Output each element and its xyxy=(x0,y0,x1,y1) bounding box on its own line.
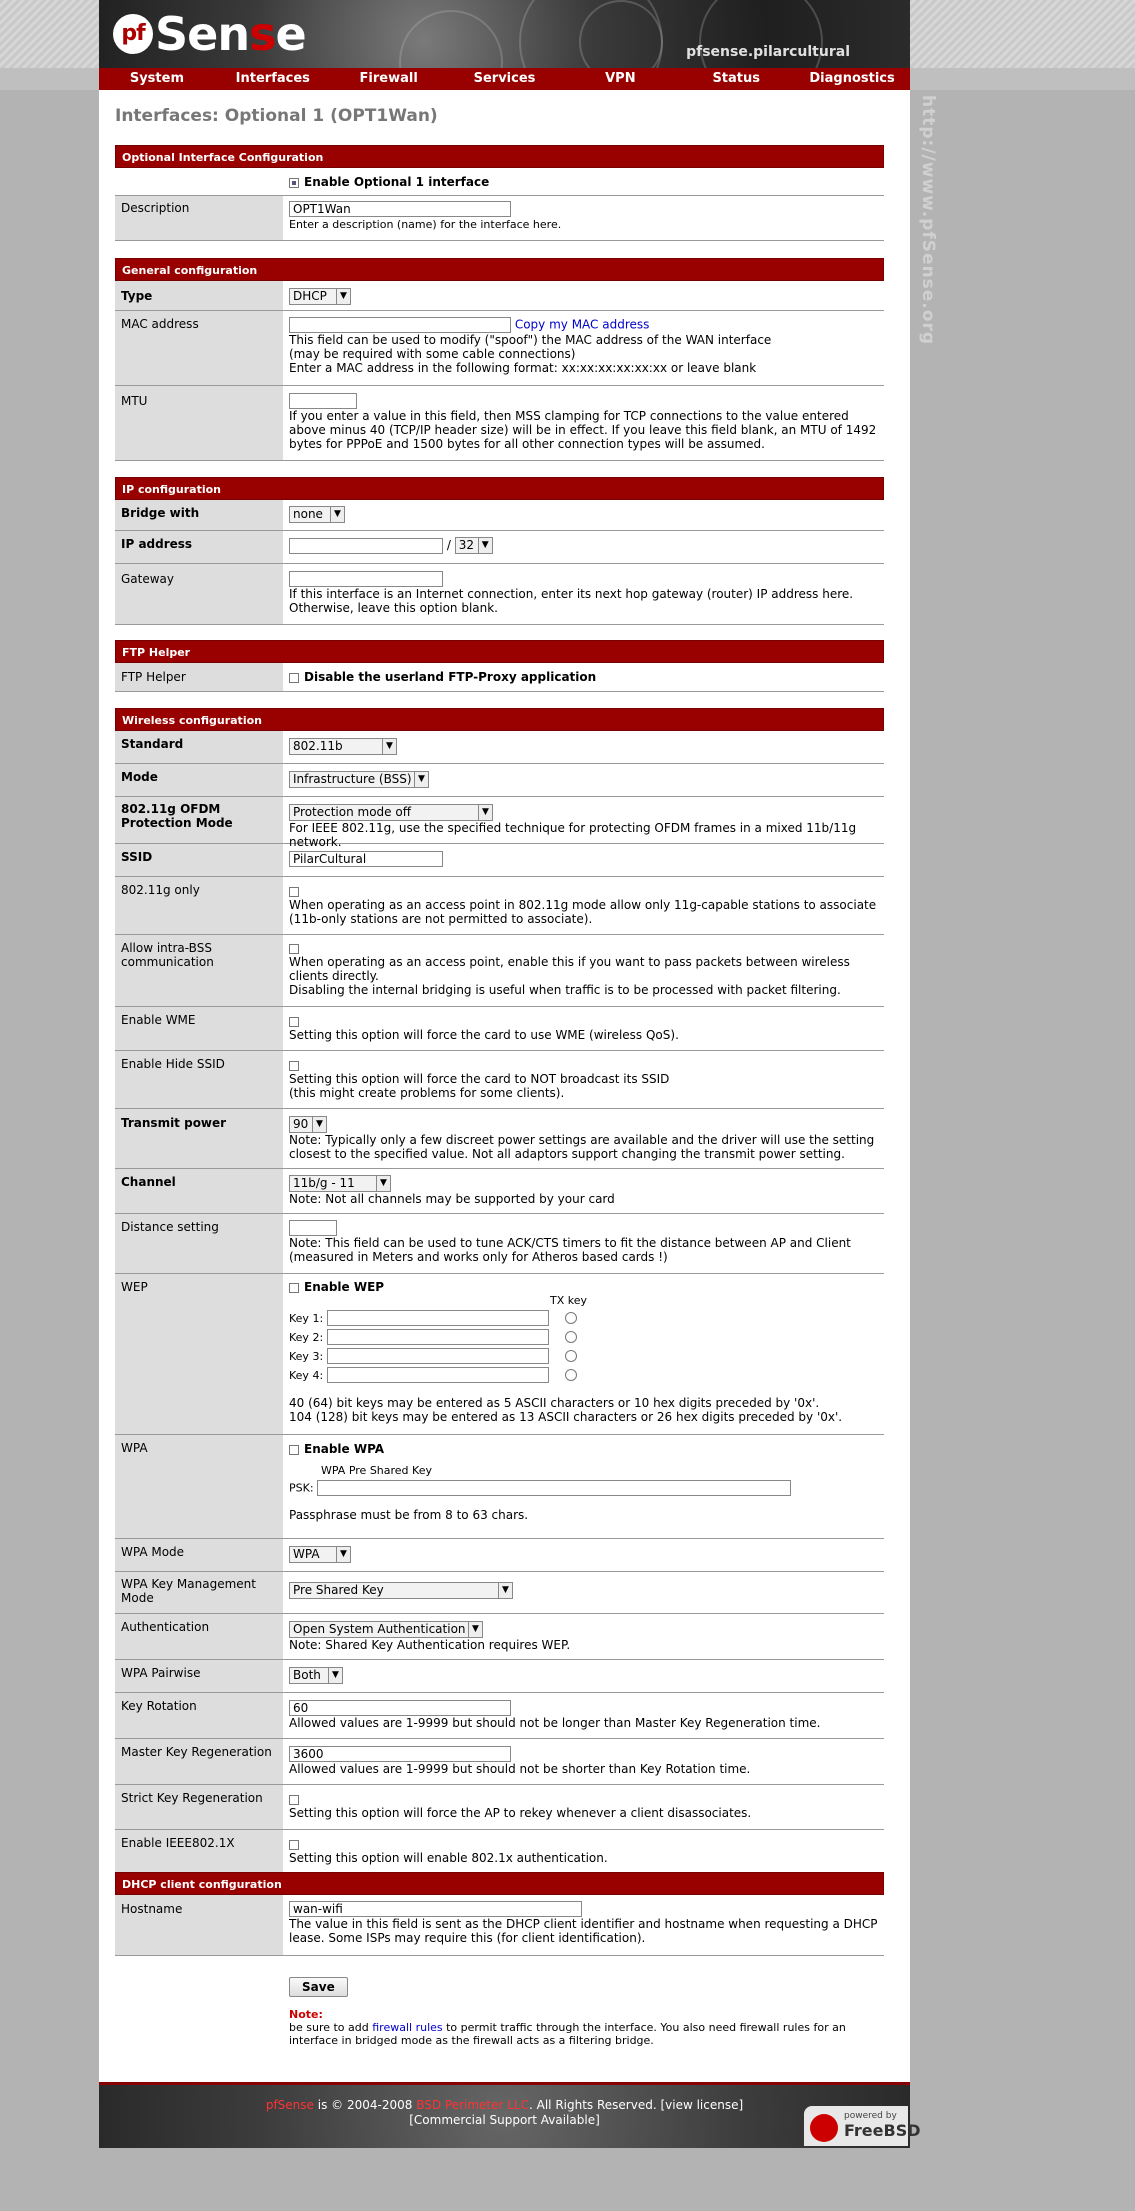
wpa-key-mgmt-select[interactable]: Pre Shared Key ▼ xyxy=(289,1582,513,1599)
enable-wpa-checkbox[interactable] xyxy=(289,1445,299,1455)
nav-system[interactable]: System xyxy=(129,71,184,86)
wme-label: Enable WME xyxy=(115,1007,284,1050)
hostname-field-label: Hostname xyxy=(115,1895,284,1955)
wme-checkbox[interactable] xyxy=(289,1017,299,1027)
hide-ssid-checkbox[interactable] xyxy=(289,1061,299,1071)
footer-rights[interactable]: . All Rights Reserved. [view license] xyxy=(529,2098,744,2112)
footer-company-link[interactable]: BSD Perimeter LLC xyxy=(416,2098,529,2112)
section-optional xyxy=(115,145,884,241)
mode-label: Mode xyxy=(115,764,284,796)
wep-txkey-3-radio[interactable] xyxy=(565,1350,577,1362)
header-banner xyxy=(99,0,910,68)
subnet-mask-select[interactable]: 32 ▼ xyxy=(455,537,493,554)
ssid-label: SSID xyxy=(115,844,284,876)
page-title: Interfaces: Optional 1 (OPT1Wan) xyxy=(115,106,438,126)
intra-bss-label: Allow intra-BSS communication xyxy=(115,935,284,1006)
section-wireless: Wireless configuration Standard 802.11b ▼ Mode Infrastructure (BSS) ▼ 802.11g OFDM Protection Mode Protection mode off ▼ For IEEE 802.11g, use the specified technique for protecting OFDM frames in a mixed 11b/11g network. SSID PilarCultural 802.11g only When operating as an access point in 802.11g mode allow only 11g-capable stations to associate (11b-only stations are not permitted to associate). Allow intra-BSS communication When operating as an access point, enable this if you want to pass packets between wireless clients directly. Disabling the internal bridging is useful when traffic is to be processed with packet filtering. Enable WME Setting this option will force the card to use WME (wireless QoS). Enable Hide SSID Setting this option will force the card to NOT broadcast its SSID (this might create problems for some clients). Transmit power 90 ▼ Note: Typically only a few discreet power settings are available and the driver will use the setting closest to the specified value. Not all adaptors support changing the transmit power setting. Channel 11b/g - 11 ▼ Note: Not all channels may be supported by your card Distance setting Note: This field can be used to tune ACK/CTS timers to fit the distance between AP and Client (measured in Meters and works only for Atheros based cards !) WEP Enable WEP TX key Key 1: Key 2: Key 3: Key 4: 40 (64) bit keys may be entered as 5 ASCII characters or 10 hex digits preceded by '0x'. 104 (128) bit keys may be entered as 13 ASCII characters or 26 hex digits preceded by '0x'. WPA Enable WPA WPA Pre Shared Key PSK: Passphrase must be from 8 to 63 chars. WPA Mode WPA ▼ WPA Key Management Mode Pre Shared Key ▼ Authentication Open System Authentication ▼ Note: Shared Key Authentication requires WEP. WPA Pairwise Both ▼ Key Rotation 60 Allowed values are 1-9999 but should not be longer than Master Key Regeneration time. Master Key Regeneration 3600 Allowed values are 1-9999 but should not be shorter than Key Rotation time. Strict Key Regeneration Setting this option will force the AP to rekey whenever a client disassociates. Enable IEEE802.1X Setting this option will enable 802.1x authentication. xyxy=(115,708,884,1874)
ftp-helper-label: FTP Helper xyxy=(115,663,284,691)
pfsense-logo[interactable]: pf Sense xyxy=(113,6,306,62)
section-dhcp: DHCP client configuration Hostname wan-wifi The value in this field is sent as the DHCP client identifier and hostname when requesting a DHCP lease. Some ISPs may require this (for client identification). xyxy=(115,1872,884,1956)
section-header: Wireless configuration xyxy=(115,708,884,731)
mtu-label: MTU xyxy=(115,386,284,460)
wpa-mode-label: WPA Mode xyxy=(115,1539,284,1571)
wep-txkey-4-radio[interactable] xyxy=(565,1369,577,1381)
nav-status[interactable]: Status xyxy=(712,71,760,86)
side-url-watermark: http://www.pfSense.org xyxy=(918,95,938,346)
type-label: Type xyxy=(115,281,284,310)
hide-ssid-label: Enable Hide SSID xyxy=(115,1051,284,1108)
nav-vpn[interactable]: VPN xyxy=(605,71,636,86)
mode-select[interactable]: Infrastructure (BSS) ▼ xyxy=(289,771,429,788)
standard-label: Standard xyxy=(115,731,284,763)
section-header: DHCP client configuration xyxy=(115,1872,884,1895)
mtu-input[interactable] xyxy=(289,393,357,409)
wpa-pairwise-label: WPA Pairwise xyxy=(115,1660,284,1692)
tx-key-header: TX key xyxy=(550,1294,588,1307)
hostname-input[interactable]: wan-wifi xyxy=(289,1901,582,1917)
freebsd-daemon-icon xyxy=(810,2114,838,2142)
wpa-mode-select[interactable]: WPA ▼ xyxy=(289,1546,351,1563)
mac-input[interactable] xyxy=(289,317,511,333)
wpa-label: WPA xyxy=(115,1435,284,1538)
section-header: FTP Helper xyxy=(115,640,884,663)
description-help: Enter a description (name) for the interface here. xyxy=(289,218,562,231)
save-button[interactable]: Save xyxy=(289,1977,348,1997)
ofdm-help: For IEEE 802.11g, use the specified technique for protecting OFDM frames in a mixed 11b/11g network. xyxy=(289,821,857,849)
description-input[interactable]: OPT1Wan xyxy=(289,201,511,217)
gateway-input[interactable] xyxy=(289,571,443,587)
ofdm-protection-label: 802.11g OFDM Protection Mode xyxy=(115,797,284,843)
enable-interface-checkbox[interactable] xyxy=(289,178,299,188)
copy-mac-link[interactable]: Copy my MAC address xyxy=(514,317,650,332)
ieee8021x-label: Enable IEEE802.1X xyxy=(115,1830,284,1873)
nav-services[interactable]: Services xyxy=(473,71,536,86)
nav-interfaces[interactable]: Interfaces xyxy=(235,71,310,86)
wep-txkey-1-radio[interactable] xyxy=(565,1312,577,1324)
bridge-select[interactable]: none ▼ xyxy=(289,506,345,523)
channel-label: Channel xyxy=(115,1169,284,1213)
disable-ftp-proxy-label: Disable the userland FTP-Proxy application xyxy=(304,670,597,684)
ip-address-label: IP address xyxy=(115,531,284,563)
freebsd-badge[interactable]: powered by FreeBSD xyxy=(804,2106,908,2146)
wep-key-4-input[interactable] xyxy=(327,1367,549,1383)
section-general xyxy=(115,258,884,461)
channel-select[interactable]: 11b/g - 11 ▼ xyxy=(289,1175,391,1192)
mac-help-1: This field can be used to modify ("spoof") the MAC address of the WAN interface xyxy=(289,333,772,347)
firewall-rules-link[interactable]: firewall rules xyxy=(372,2021,443,2034)
g-only-checkbox[interactable] xyxy=(289,887,299,897)
page-wrapper xyxy=(99,0,921,2148)
gateway-label: Gateway xyxy=(115,564,284,624)
nav-firewall[interactable]: Firewall xyxy=(359,71,418,86)
footer-copyright: pfSense is © 2004-2008 BSD Perimeter LLC. All Rights Reserved. [view license] xyxy=(265,2098,744,2112)
master-key-regen-input[interactable]: 3600 xyxy=(289,1746,511,1762)
key-rotation-input[interactable]: 60 xyxy=(289,1700,511,1716)
section-ip: IP configuration Bridge with none ▼ IP address / 32 ▼ Gateway If this interface is an Internet connection, enter its next hop gateway (router) IP address here. Otherwise, leave this option blank. xyxy=(115,477,884,625)
enable-interface-label: Enable Optional 1 interface xyxy=(304,175,490,189)
ieee8021x-checkbox[interactable] xyxy=(289,1840,299,1850)
hostname-label: pfsense.pilarcultural xyxy=(686,44,850,60)
transmit-power-select[interactable]: 90 ▼ xyxy=(289,1116,327,1133)
disable-ftp-proxy-checkbox[interactable] xyxy=(289,673,299,683)
wep-txkey-2-radio[interactable] xyxy=(565,1331,577,1343)
section-header: General configuration xyxy=(115,258,884,281)
description-label: Description xyxy=(115,196,284,240)
enable-wep-checkbox[interactable] xyxy=(289,1283,299,1293)
distance-label: Distance setting xyxy=(115,1214,284,1273)
mac-help-3: Enter a MAC address in the following format: xx:xx:xx:xx:xx:xx or leave blank xyxy=(289,361,757,375)
wep-label: WEP xyxy=(115,1274,284,1434)
key-rotation-label: Key Rotation xyxy=(115,1693,284,1738)
g-only-label: 802.11g only xyxy=(115,877,284,934)
section-header: IP configuration xyxy=(115,477,884,500)
save-area xyxy=(289,1977,348,1997)
mtu-help: If you enter a value in this field, then MSS clamping for TCP connections to the value entered above minus 40 (TCP/IP header size) will be in effect. If you leave this field blank, an MTU of 1492 bytes for PPPoE and 1500 bytes for all other connection types will be assumed. xyxy=(289,409,877,451)
strict-key-regen-label: Strict Key Regeneration xyxy=(115,1785,284,1829)
mac-label: MAC address xyxy=(115,311,284,385)
intra-bss-checkbox[interactable] xyxy=(289,944,299,954)
section-ftp xyxy=(115,640,884,692)
bridge-label: Bridge with xyxy=(115,500,284,530)
wpa-pairwise-select[interactable]: Both ▼ xyxy=(289,1667,343,1684)
section-header: Optional Interface Configuration xyxy=(115,145,884,168)
wep-key-1-input[interactable] xyxy=(327,1310,549,1326)
strict-key-regen-checkbox[interactable] xyxy=(289,1795,299,1805)
footer-pfsense-link[interactable]: pfSense xyxy=(265,2098,314,2112)
wep-key-3-input[interactable] xyxy=(327,1348,549,1364)
footer xyxy=(99,2082,921,2148)
note-label: Note: xyxy=(289,2008,323,2021)
mac-help-2: (may be required with some cable connections) xyxy=(289,347,576,361)
transmit-power-label: Transmit power xyxy=(115,1109,284,1168)
master-key-regen-label: Master Key Regeneration xyxy=(115,1739,284,1784)
standard-select[interactable]: 802.11b ▼ xyxy=(289,738,397,755)
type-select[interactable]: DHCP ▼ xyxy=(289,288,351,305)
nav-diagnostics[interactable]: Diagnostics xyxy=(809,71,895,86)
authentication-label: Authentication xyxy=(115,1614,284,1659)
distance-input[interactable] xyxy=(289,1220,337,1236)
footer-support-link[interactable]: [Commercial Support Available] xyxy=(409,2113,600,2127)
wep-key-2-input[interactable] xyxy=(327,1329,549,1345)
authentication-select[interactable]: Open System Authentication ▼ xyxy=(289,1621,483,1638)
ssid-input[interactable]: PilarCultural xyxy=(289,851,443,867)
gateway-help: If this interface is an Internet connection, enter its next hop gateway (router) IP address here. Otherwise, leave this option blank. xyxy=(289,587,854,615)
wpa-psk-input[interactable] xyxy=(317,1480,791,1496)
ip-address-input[interactable] xyxy=(289,538,443,554)
wpa-key-mgmt-label: WPA Key Management Mode xyxy=(115,1572,284,1613)
main-nav xyxy=(99,68,910,90)
note-block: Note: be sure to add firewall rules to permit traffic through the interface. You also need firewall rules for an interface in bridged mode as the firewall acts as a filtering bridge. xyxy=(289,2008,846,2047)
ofdm-protection-select[interactable]: Protection mode off ▼ xyxy=(289,804,493,821)
